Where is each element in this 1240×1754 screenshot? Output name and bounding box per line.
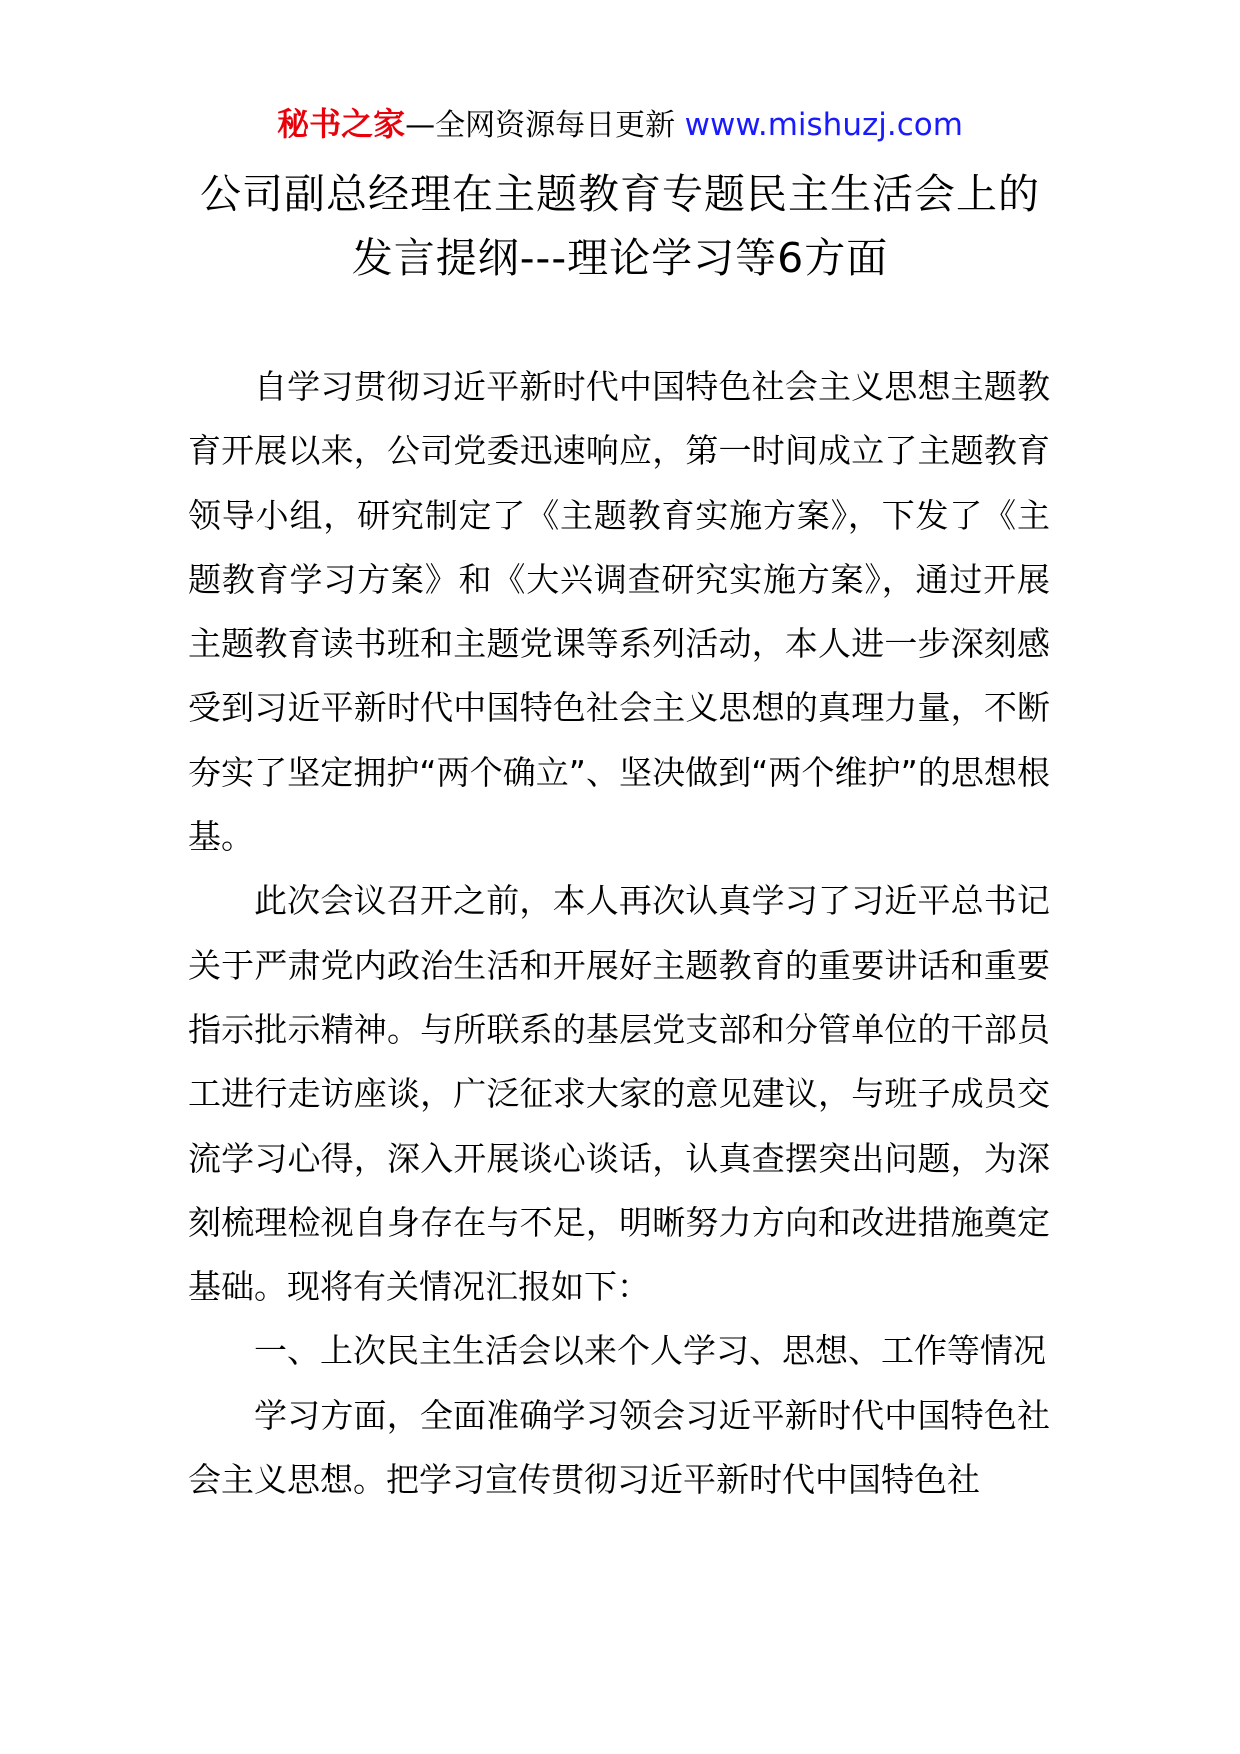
site-header — [0, 100, 1240, 150]
document-body — [188, 355, 1050, 1512]
title-line-1: 公司副总经理在主题教育专题民主生活会上的 — [200, 170, 1040, 218]
header-tagline: —全网资源每日更新 — [405, 108, 676, 143]
brand-name: 秘书之家 — [277, 105, 406, 143]
paragraph-study: 学习方面，全面准确学习领会习近平新时代中国特色社会主义思想。把学习宣传贯彻习近平新时代中国特色社 — [188, 1395, 1050, 1500]
paragraph-preparation: 此次会议召开之前，本人再次认真学习了习近平总书记关于严肃党内政治生活和开展好主题教育的重要讲话和重要指示批示精神。与所联系的基层党支部和分管单位的干部员工进行走访座谈，广泛征求大家的意见建议，与班子成员交流学习心得，深入开展谈心谈话，认真查摆突出问题，为深刻梳理检视自身存在与不足，明晰努力方向和改进措施奠定基础。现将有关情况汇报如下： — [188, 881, 1050, 1307]
paragraph-intro: 自学习贯彻习近平新时代中国特色社会主义思想主题教育开展以来，公司党委迅速响应，第一时间成立了主题教育领导小组，研究制定了《主题教育实施方案》，下发了《主题教育学习方案》和《大兴调查研究实施方案》，通过开展主题教育读书班和主题党课等系列活动，本人进一步深刻感受到习近平新时代中国特色社会主义思想的真理力量，不断夯实了坚定拥护“两个确立”、坚决做到“两个维护”的思想根基。 — [188, 367, 1050, 857]
title-line-2: 发言提纲---理论学习等6方面 — [351, 234, 889, 282]
site-url-link[interactable]: www.mishuzj.com — [684, 107, 963, 143]
document-title — [100, 162, 1140, 290]
section-heading-1: 一、上次民主生活会以来个人学习、思想、工作等情况 — [254, 1331, 1046, 1371]
